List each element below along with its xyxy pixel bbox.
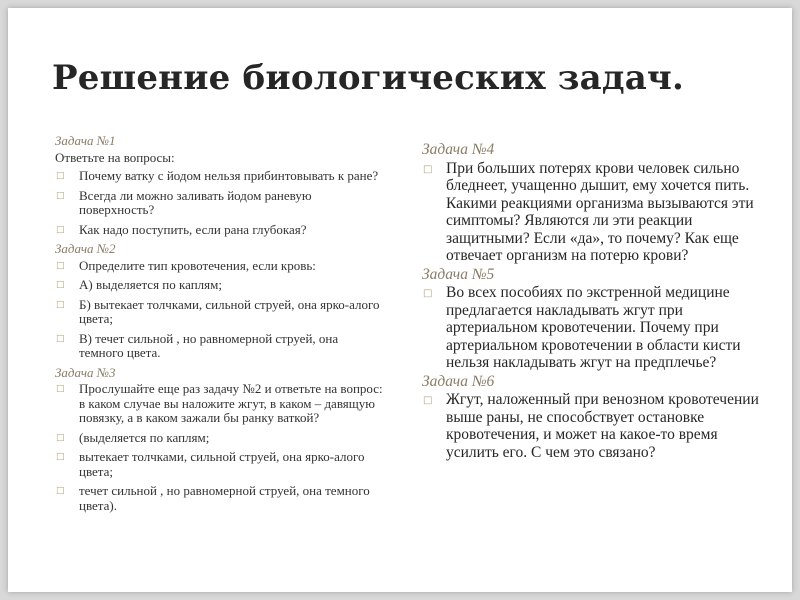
square-bullet-icon: □ [56, 224, 65, 235]
right-column [422, 141, 766, 462]
square-bullet-icon: □ [56, 171, 65, 181]
list-item [55, 223, 385, 238]
task-heading: Задача №6 [422, 372, 495, 390]
task-heading: Задача №1 [55, 133, 116, 148]
task-3 [55, 366, 385, 514]
list-item-text: А) выделяется по каплям; [79, 277, 222, 292]
list-item [55, 332, 385, 361]
square-bullet-icon: □ [56, 190, 65, 201]
list-item-text: Жгут, наложенный при венозном кровотечении выше раны, не способствует остановке кровотечения, и может на какое-то время усилить его. С чем это связано? [446, 391, 759, 461]
task-heading: Задача №4 [422, 141, 495, 158]
list-item-text: Всегда ли можно заливать йодом раневую поверхность? [79, 187, 312, 217]
task-heading: Задача №5 [422, 265, 495, 283]
list-item [422, 284, 766, 372]
square-bullet-icon: □ [423, 395, 433, 406]
task-6 [422, 373, 766, 462]
list-item [422, 391, 766, 461]
task-2 [55, 242, 385, 361]
list-item [55, 431, 385, 446]
square-bullet-icon: □ [56, 384, 65, 394]
task-4 [422, 141, 766, 265]
list-item [55, 382, 385, 426]
list-item-text: Б) вытекает толчками, сильной струей, она ярко-алого цвета; [79, 296, 380, 326]
task-5 [422, 266, 766, 372]
square-bullet-icon: □ [56, 486, 65, 496]
list-item-text: Прослушайте еще раз задачу №2 и ответьте на вопрос: в каком случае вы наложите жгут, в каком – давящую повязку, а в каком зажали бы ранку ваткой? [79, 381, 383, 425]
square-bullet-icon: □ [56, 280, 65, 290]
list-item-text: вытекает толчками, сильной струей, она ярко-алого цвета; [79, 449, 365, 479]
list-item-text: Определите тип кровотечения, если кровь: [79, 257, 316, 273]
list-item [422, 160, 766, 265]
list-item-text: Как надо поступить, если рана глубокая? [79, 221, 307, 237]
square-bullet-icon: □ [56, 432, 65, 443]
list-item-text: При больших потерях крови человек сильно бледнеет, учащенно дышит, ему хочется пить. Какими реакциями организма вызываются эти симптомы? Являются ли эти реакции защитными? Если «да», то почему? Как еще отвечает организм на потерю крови? [446, 159, 754, 264]
list-item-text: Почему ватку с йодом нельзя прибинтовывать к ране? [79, 168, 379, 183]
square-bullet-icon: □ [56, 333, 65, 344]
list-item [55, 169, 385, 184]
list-item-text: (выделяется по каплям; [79, 429, 210, 445]
list-item [55, 450, 385, 479]
list-item [55, 259, 385, 274]
square-bullet-icon: □ [56, 260, 65, 271]
slide-title: Решение биологических задач. [52, 58, 685, 98]
task-intro: Ответьте на вопросы: [55, 149, 175, 165]
list-item [55, 278, 385, 293]
list-item [55, 298, 385, 327]
square-bullet-icon: □ [423, 163, 433, 175]
task-heading: Задача №2 [55, 241, 116, 256]
left-column [55, 134, 385, 518]
square-bullet-icon: □ [56, 452, 65, 462]
list-item [55, 484, 385, 513]
slide [8, 8, 792, 592]
list-item-text: В) течет сильной , но равномерной струей, она темного цвета. [79, 330, 339, 360]
square-bullet-icon: □ [423, 288, 433, 299]
list-item [55, 189, 385, 218]
square-bullet-icon: □ [56, 299, 65, 310]
list-item-text: течет сильной , но равномерной струей, она темного цвета). [79, 483, 370, 513]
list-item-text: Во всех пособиях по экстренной медицине предлагается накладывать жгут при артериальном кровотечении. Почему при артериальном кровотечении в области кисти нельзя накладывать жгут на предплечье? [446, 284, 741, 371]
task-1 [55, 134, 385, 237]
task-heading: Задача №3 [55, 364, 116, 380]
